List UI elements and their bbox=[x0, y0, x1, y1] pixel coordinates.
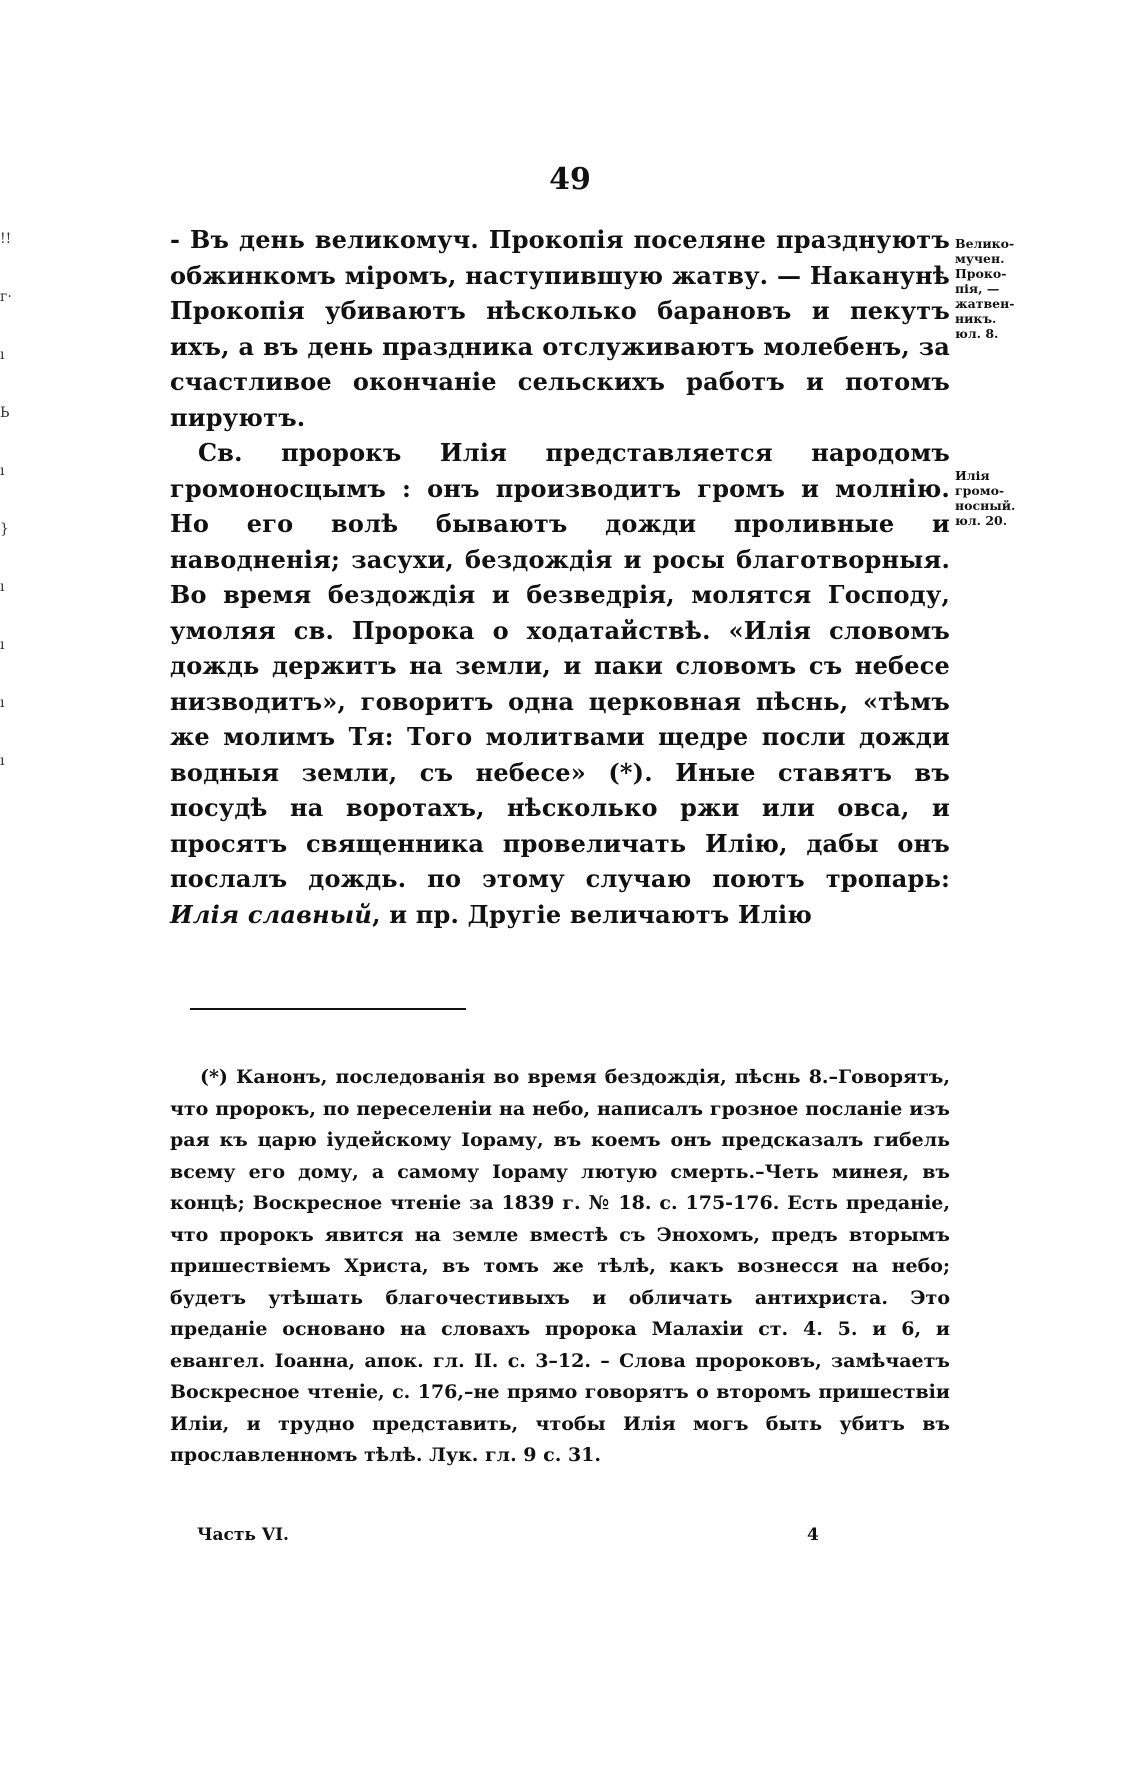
margin-note-line: пія, — bbox=[955, 281, 1000, 296]
binding-mark: г· bbox=[0, 289, 12, 305]
margin-note-line: Велико- bbox=[955, 236, 1015, 251]
page-number: 49 bbox=[549, 162, 591, 197]
binding-edge-marks bbox=[0, 210, 24, 790]
margin-note-line: юл. 20. bbox=[955, 513, 1008, 528]
binding-mark: !! bbox=[0, 231, 12, 247]
margin-note-prokopius bbox=[955, 236, 1029, 341]
paragraph-elijah bbox=[170, 435, 950, 932]
binding-mark: ı bbox=[0, 695, 5, 711]
margin-note-line: громо- bbox=[955, 483, 1005, 498]
binding-mark: ı bbox=[0, 463, 5, 479]
paragraph-prokopius: - Въ день великомуч. Прокопія поселяне празднуютъ обжинкомъ міромъ, наступившую жатву. — Наканунѣ Прокопія убиваютъ нѣсколько барановъ и пекутъ ихъ, а въ день праздника отслуживаютъ молебенъ, за счастливое окончаніе сельскихъ работъ и потомъ пируютъ. bbox=[170, 225, 950, 432]
margin-note-line: юл. 8. bbox=[955, 326, 999, 341]
signature-mark: Часть VI. bbox=[197, 1525, 289, 1545]
binding-mark: Ь bbox=[0, 405, 10, 421]
binding-mark: } bbox=[0, 521, 9, 537]
margin-note-line: носный. bbox=[955, 498, 1016, 513]
italic-hymn-title: Илія славный bbox=[170, 899, 373, 929]
paragraph-elijah-start: Св. пророкъ Илія представляется народомъ громоносцымъ : онъ производитъ громъ и молнію. Но его волѣ бываютъ дожди проливные и наводненія; засухи, бездождія и росы благотворныя. Во время бездождія и безведрія, молятся Господу, умоляя св. Пророка о ходатайствѣ. «Илія словомъ дождь держитъ на земли, и паки словомъ съ небесе низводитъ», говоритъ одна церковная пѣснь, «тѣмъ же молимъ Тя: Того молитвами щедре посли дожди водныя земли, съ небесе» (*). Иные ставятъ въ посудѣ на воротахъ, нѣсколько ржи или овса, и просятъ священника провеличать Илію, дабы онъ послалъ дождь. по этому случаю поютъ тропарь: bbox=[170, 438, 950, 893]
binding-mark: ı bbox=[0, 753, 5, 769]
margin-note-line: Илія bbox=[955, 468, 990, 483]
binding-mark: ı bbox=[0, 579, 5, 595]
margin-note-line: Проко- bbox=[955, 266, 1007, 281]
binding-mark: ı bbox=[0, 347, 5, 363]
paragraph-elijah-end: , и пр. Другіе величаютъ Илію bbox=[372, 899, 813, 929]
margin-note-line: никъ. bbox=[955, 311, 997, 326]
footnote: (*) Канонъ, последованія во время бездождія, пѣснь 8.–Говорятъ, что пророкъ, по переселеніи на небо, написалъ грозное посланіе изъ рая къ царю іудейскому Іораму, въ коемъ онъ предсказалъ гибель всему его дому, а самому Іораму лютую смерть.–Четь минея, въ концѣ; Воскресное чтеніе за 1839 г. № 18. с. 175-176. Есть преданіе, что пророкъ явится на земле вместѣ съ Энохомъ, предъ вторымъ пришествіемъ Христа, въ томъ же тѣлѣ, какъ вознесся на небо; будетъ утѣшать благочестивыхъ и обличать антихриста. Это преданіе основано на словахъ пророка Малахіи ст. 4. 5. и 6, и евангел. Іоанна, апок. гл. II. с. 3–12. – Слова пророковъ, замѣчаетъ Воскресное чтеніе, с. 176,–не прямо говорятъ о второмъ пришествіи Иліи, и трудно представить, чтобы Илія могъ быть убитъ въ прославленномъ тѣлѣ. Лук. гл. 9 с. 31. bbox=[170, 1066, 950, 1466]
margin-note-line: мучен. bbox=[955, 251, 1005, 266]
binding-mark: ı bbox=[0, 637, 5, 653]
main-text bbox=[170, 222, 950, 932]
margin-note-line: жатвен- bbox=[955, 296, 1015, 311]
margin-note-elijah bbox=[955, 468, 1029, 528]
sheet-number: 4 bbox=[807, 1525, 819, 1545]
footnote-divider bbox=[190, 1008, 466, 1010]
